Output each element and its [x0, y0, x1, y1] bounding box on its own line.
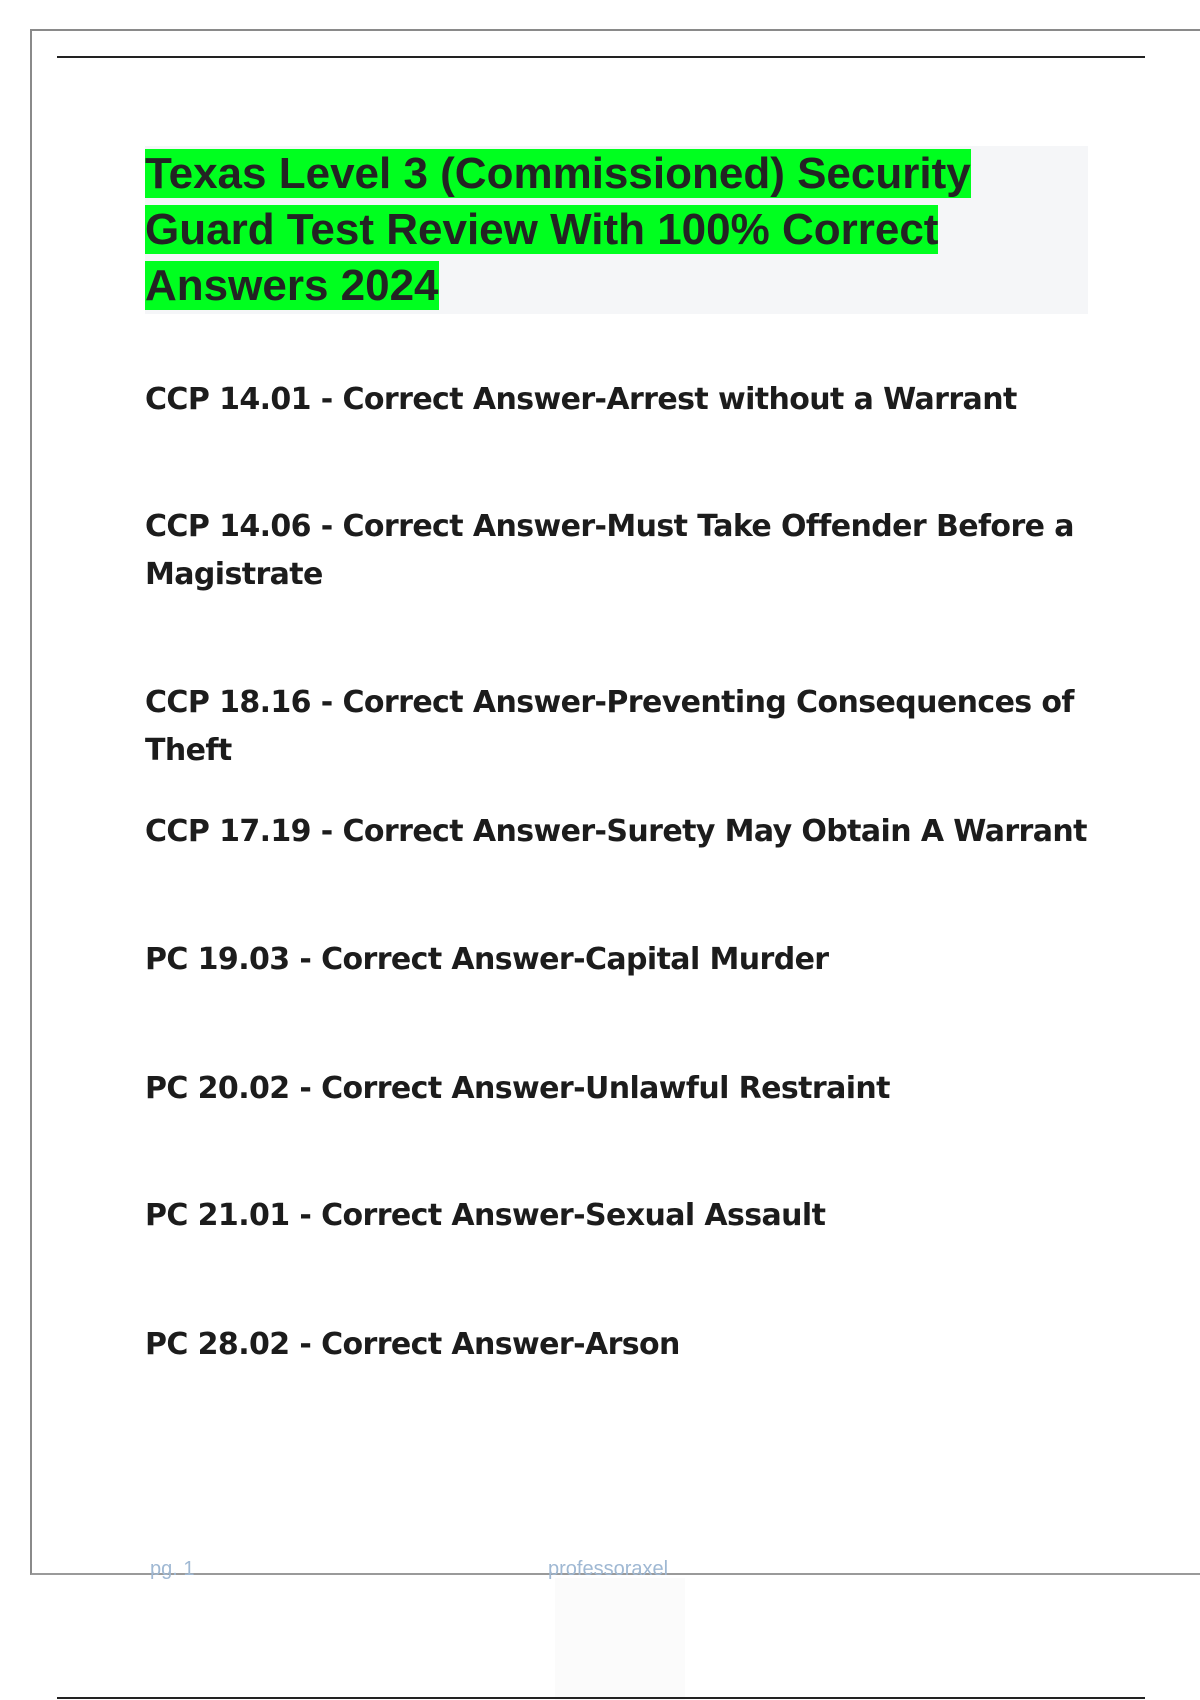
footer-page-number: pg. 1 — [150, 1558, 195, 1580]
answer-item: CCP 17.19 - Correct Answer-Surety May Obtain A Warrant — [145, 814, 1087, 849]
document-title-text: Texas Level 3 (Commissioned) Security Guard Test Review With 100% Correct Answers 2024 — [145, 149, 971, 310]
header-rule — [57, 56, 1145, 58]
answer-item: CCP 14.01 - Correct Answer-Arrest without a Warrant — [145, 382, 1017, 417]
title-block — [145, 146, 1088, 314]
answer-item: PC 21.01 - Correct Answer-Sexual Assault — [145, 1198, 826, 1233]
answer-item: PC 28.02 - Correct Answer-Arson — [145, 1327, 680, 1362]
answer-item: PC 20.02 - Correct Answer-Unlawful Restraint — [145, 1071, 890, 1106]
document-title — [145, 146, 1088, 314]
footer-rule — [57, 1697, 1145, 1699]
answer-item: CCP 18.16 - Correct Answer-Preventing Consequences of Theft — [145, 685, 1074, 768]
answer-item: CCP 14.06 - Correct Answer-Must Take Offender Before a Magistrate — [145, 509, 1074, 592]
footer-shade — [555, 1578, 685, 1700]
footer-author: professoraxel — [548, 1558, 669, 1580]
answer-item: PC 19.03 - Correct Answer-Capital Murder — [145, 942, 829, 977]
